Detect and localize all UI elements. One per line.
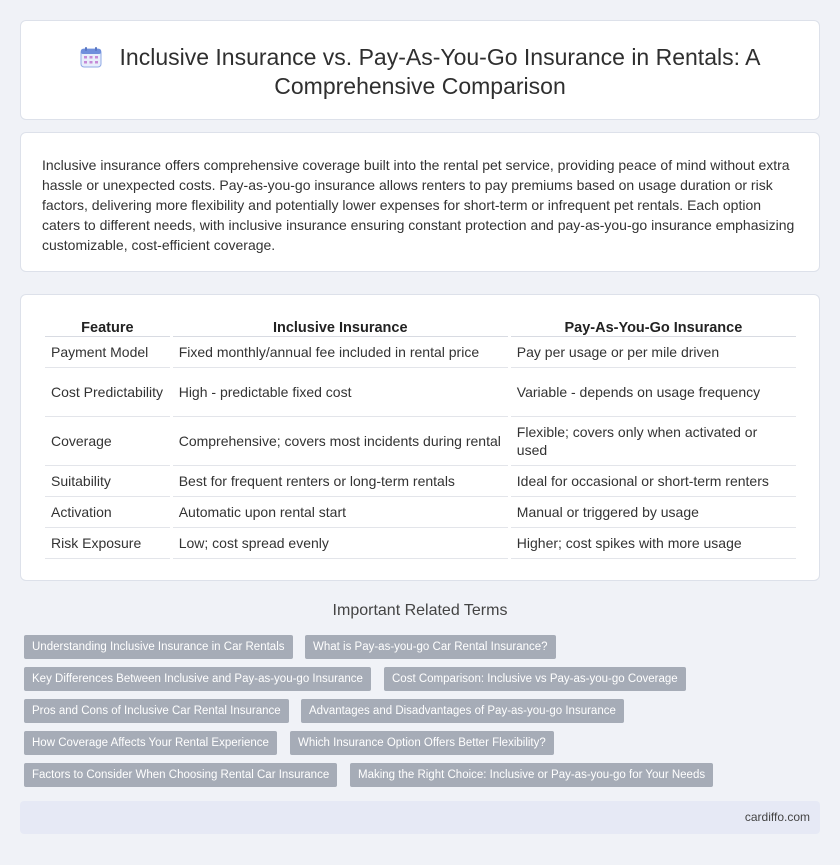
table-cell: Cost Predictability bbox=[45, 368, 170, 417]
intro-card bbox=[20, 132, 820, 272]
table-row bbox=[45, 368, 796, 417]
table-cell: Best for frequent renters or long-term rentals bbox=[173, 466, 508, 497]
table-cell: Payment Model bbox=[45, 337, 170, 368]
table-cell: Variable - depends on usage frequency bbox=[511, 368, 796, 417]
table-row bbox=[45, 417, 796, 466]
table-cell: Coverage bbox=[45, 417, 170, 466]
related-term-tag[interactable]: Understanding Inclusive Insurance in Car Rentals bbox=[24, 635, 293, 659]
column-header-inclusive: Inclusive Insurance bbox=[173, 315, 508, 337]
comparison-table bbox=[42, 315, 799, 559]
related-term-tag[interactable]: How Coverage Affects Your Rental Experience bbox=[24, 731, 277, 755]
table-row bbox=[45, 528, 796, 559]
table-cell: Flexible; covers only when activated or used bbox=[511, 417, 796, 466]
table-cell: Low; cost spread evenly bbox=[173, 528, 508, 559]
table-row bbox=[45, 466, 796, 497]
table-cell: Fixed monthly/annual fee included in rental price bbox=[173, 337, 508, 368]
table-cell: Activation bbox=[45, 497, 170, 528]
related-term-tag[interactable]: Advantages and Disadvantages of Pay-as-you-go Insurance bbox=[301, 699, 624, 723]
related-term-tag[interactable]: Cost Comparison: Inclusive vs Pay-as-you-go Coverage bbox=[384, 667, 686, 691]
table-header-row bbox=[45, 315, 796, 337]
related-term-tag[interactable]: Making the Right Choice: Inclusive or Pay-as-you-go for Your Needs bbox=[350, 763, 713, 787]
footer-bar bbox=[20, 801, 820, 834]
related-term-tag[interactable]: What is Pay-as-you-go Car Rental Insurance? bbox=[305, 635, 556, 659]
column-header-payg: Pay-As-You-Go Insurance bbox=[511, 315, 796, 337]
page-title: Inclusive Insurance vs. Pay-As-You-Go Insurance in Rentals: A Comprehensive Comparison bbox=[119, 44, 761, 99]
header-card bbox=[20, 20, 820, 120]
comparison-table-card bbox=[20, 294, 820, 581]
table-cell: Higher; cost spikes with more usage bbox=[511, 528, 796, 559]
table-cell: Automatic upon rental start bbox=[173, 497, 508, 528]
table-cell: Suitability bbox=[45, 466, 170, 497]
table-row bbox=[45, 497, 796, 528]
related-terms-heading: Important Related Terms bbox=[332, 602, 508, 619]
table-row bbox=[45, 337, 796, 368]
table-cell: Comprehensive; covers most incidents during rental bbox=[173, 417, 508, 466]
table-cell: High - predictable fixed cost bbox=[173, 368, 508, 417]
intro-paragraph: Inclusive insurance offers comprehensive coverage built into the rental pet service, providing peace of mind without extra hassle or unexpected costs. Pay-as-you-go insurance allows renters to pay premiums based on usage duration or risk factors, delivering more flexibility and potentially lower expenses for short-term or infrequent pet rentals. Each option caters to different needs, with inclusive insurance ensuring constant protection and pay-as-you-go insurance emphasizing customizable, cost-efficient coverage. bbox=[42, 157, 795, 253]
related-term-tag[interactable]: Pros and Cons of Inclusive Car Rental Insurance bbox=[24, 699, 289, 723]
related-term-tag[interactable]: Key Differences Between Inclusive and Pay-as-you-go Insurance bbox=[24, 667, 371, 691]
table-cell: Ideal for occasional or short-term renters bbox=[511, 466, 796, 497]
footer-site-link[interactable]: cardiffo.com bbox=[744, 810, 810, 824]
calendar-icon bbox=[80, 46, 102, 68]
related-term-tag[interactable]: Which Insurance Option Offers Better Flexibility? bbox=[290, 731, 554, 755]
page-title-row bbox=[21, 43, 819, 101]
table-cell: Risk Exposure bbox=[45, 528, 170, 559]
table-cell: Manual or triggered by usage bbox=[511, 497, 796, 528]
related-term-tag[interactable]: Factors to Consider When Choosing Rental Car Insurance bbox=[24, 763, 337, 787]
column-header-feature: Feature bbox=[45, 315, 170, 337]
table-cell: Pay per usage or per mile driven bbox=[511, 337, 796, 368]
